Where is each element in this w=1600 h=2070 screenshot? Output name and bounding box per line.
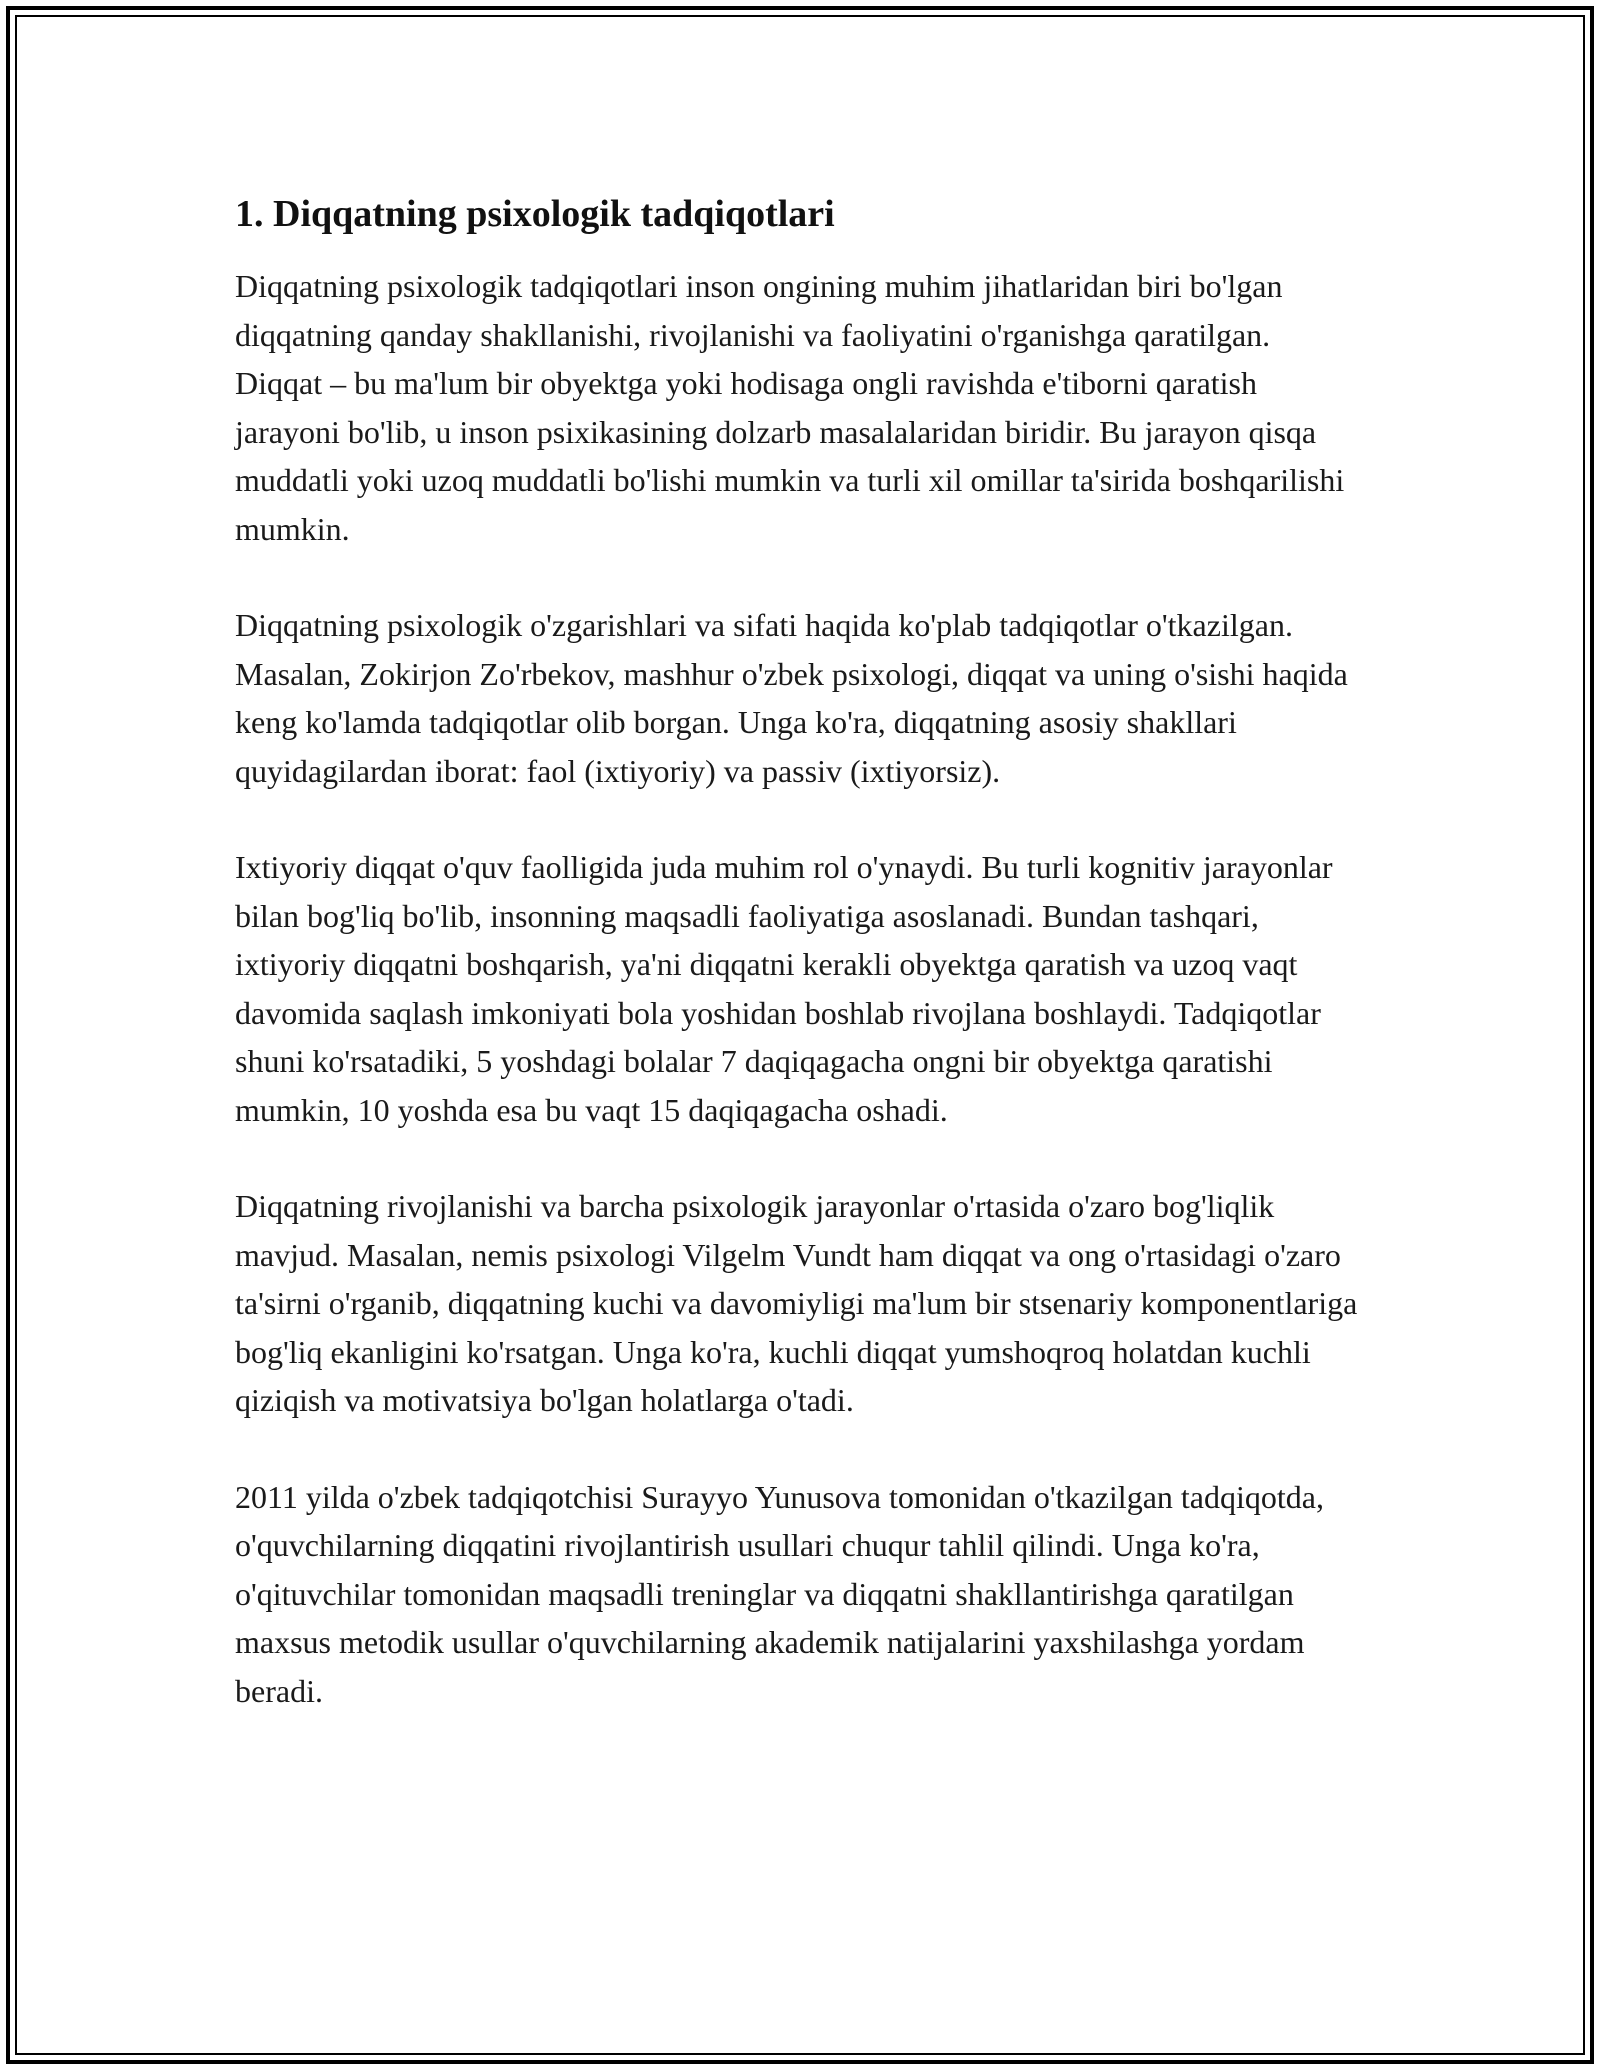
paragraph-4: Diqqatning rivojlanishi va barcha psixologik jarayonlar o'rtasida o'zaro bog'liqlik mavjud. Masalan, nemis psixologi Vilgelm Vundt ham diqqat va ong o'rtasidagi o'zaro ta'sirni o'rganib, diqqatning kuchi va davomiyligi ma'lum bir stsenariy komponentlariga bog'liq ekanligini ko'rsatgan. Unga ko'ra, kuchli diqqat yumshoqroq holatdan kuchli qiziqish va motivatsiya bo'lgan holatlarga o'tadi. [235, 1188, 1358, 1418]
paragraph-2: Diqqatning psixologik o'zgarishlari va sifati haqida ko'plab tadqiqotlar o'tkazilgan. Masalan, Zokirjon Zo'rbekov, mashhur o'zbek psixologi, diqqat va uning o'sishi haqida keng ko'lamda tadqiqotlar olib borgan. Unga ko'ra, diqqatning asosiy shakllari quyidagilardan iborat: faol (ixtiyoriy) va passiv (ixtiyorsiz). [235, 607, 1348, 789]
paragraph-5: 2011 yilda o'zbek tadqiqotchisi Surayyo Yunusova tomonidan o'tkazilgan tadqiqotda, o'quvchilarning diqqatini rivojlantirish usullari chuqur tahlil qilindi. Unga ko'ra, o'qituvchilar tomonidan maqsadli treninglar va diqqatni shakllantirishga qaratilgan maxsus metodik usullar o'quvchilarning akademik natijalarini yaxshilashga yordam beradi. [235, 1478, 1324, 1709]
paragraph-3: Ixtiyoriy diqqat o'quv faolligida juda muhim rol o'ynaydi. Bu turli kognitiv jarayonlar bilan bog'liq bo'lib, insonning maqsadli faoliyatiga asoslanadi. Bundan tashqari, ixtiyoriy diqqatni boshqarish, ya'ni diqqatni kerakli obyektga qaratish va uzoq vaqt davomida saqlash imkoniyati bola yoshidan boshlab rivojlana boshlaydi. Tadqiqotlar shuni ko'rsatadiki, 5 yoshdagi bolalar 7 daqiqagacha ongni bir obyektga qaratishi mumkin, 10 yoshda esa bu vaqt 15 daqiqagacha oshadi. [235, 849, 1333, 1128]
document-body [235, 188, 1365, 1715]
paragraph-1: Diqqatning psixologik tadqiqotlari inson ongining muhim jihatlaridan biri bo'lgan diqqatning qanday shakllanishi, rivojlanishi va faoliyatini o'rganishga qaratilgan. Diqqat – bu ma'lum bir obyektga yoki hodisaga ongli ravishda e'tiborni qaratish jarayoni bo'lib, u inson psixikasining dolzarb masalalaridan biridir. Bu jarayon qisqa muddatli yoki uzoq muddatli bo'lishi mumkin va turli xil omillar ta'sirida boshqarilishi mumkin. [235, 268, 1345, 547]
section-heading: 1. Diqqatning psixologik tadqiqotlari [235, 193, 835, 235]
